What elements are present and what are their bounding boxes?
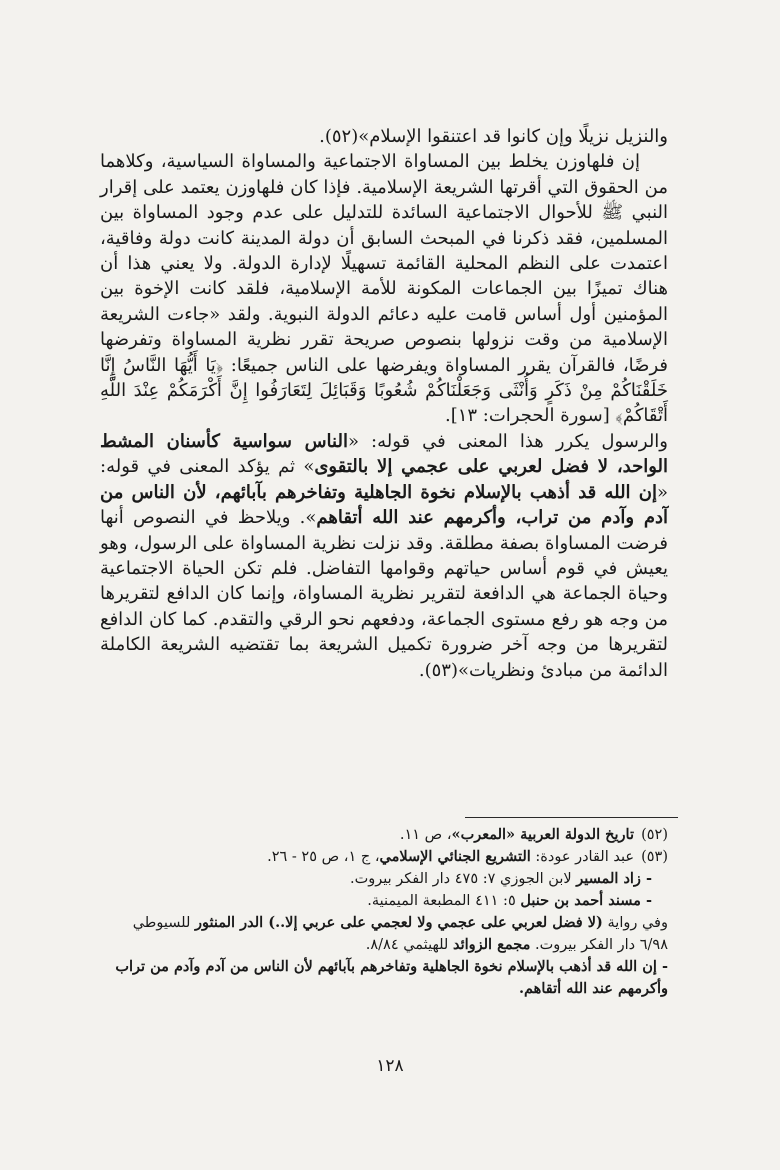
footnote-zad-rest: لابن الجوزي ٧: ٤٧٥ دار الفكر بيروت. bbox=[349, 871, 577, 887]
paragraph-3-rest: ». ويلاحظ في النصوص أنها فرضت المساواة بصفة مطلقة. وقد نزلت نظرية المساواة على الرسول، وهو يعيش في قوم أساس حياتهم وقوامها التفاضل. فلم تكن الحياة الاجتماعية وحياة الجماعة هي الدافعة لتقرير نظرية المساواة، وإنما كان الدافع لتقريرها من وجه هو رفع مستوى الجماعة، ودفعهم نحو الرقي والتقدم. كما كان الدافع لتقريرها من وجه آخر ضرورة تكميل الشريعة بما تقتضيه الشريعة الكاملة الدائمة من مبادئ ونظريات» bbox=[100, 507, 668, 681]
footnote-riwaya-quote: (لا فضل لعربي على عجمي ولا لعجمي على عربي إلا..) الدر المنثور bbox=[194, 914, 603, 931]
footnote-musnad-title: - مسند أحمد بن حنبل bbox=[520, 892, 652, 909]
footnote-riwaya-end: للهيثمي ٨/٨٤. bbox=[365, 937, 453, 953]
footnote-musnad bbox=[100, 890, 668, 912]
footnote-riwaya bbox=[100, 912, 668, 956]
footnote-53-title: التشريع الجنائي الإسلامي bbox=[379, 848, 531, 865]
footnote-riwaya-mid: للسيوطي ٦/٩٨ دار الفكر بيروت. bbox=[132, 915, 668, 953]
footnote-last: - إن الله قد أذهب بالإسلام نخوة الجاهلية وتفاخرهم بآبائهم لأن الناس من آدم وآدم من تراب وأكرمهم عند الله أتقاهم. bbox=[115, 958, 668, 997]
footnote-52-rest: ، ص ١١. bbox=[399, 827, 452, 843]
footnote-ref-53: (٥٣). bbox=[418, 659, 458, 681]
footnote-53-number: (٥٣) bbox=[641, 849, 668, 865]
main-text bbox=[100, 124, 668, 683]
hadith-quote-2: إن الله قد أذهب بالإسلام نخوة الجاهلية وتفاخرهم بآبائهم، لأن الناس من آدم وآدم من تراب، وأكرمهم عند الله أتقاهم bbox=[100, 481, 669, 529]
footnote-53-rest: ، ج ١، ص ٢٥ - ٢٦. bbox=[267, 849, 380, 865]
footnote-riwaya-source: مجمع الزوائد bbox=[452, 936, 531, 953]
paragraph-2: إن فلهاوزن يخلط بين المساواة الاجتماعية والمساواة السياسية، وكلاهما من الحقوق التي أقرتها الشريعة الإسلامية. فإذا كان فلهاوزن يعتمد على إقرار النبي ﷺ للأحوال الاجتماعية السائدة للتدليل على عدم وجود المساواة بين المسلمين، فقد ذكرنا في المبحث السابق أن دولة المدينة كانت دولة وفاقية، اعتمدت على النظم المحلية القائمة تسهيلًا لإدارة الدولة. ولا يعني هذا أن هناك تميزًا بين الجماعات المكونة للأمة الإسلامية، فلقد كانت الإخوة بين المؤمنين أول أساس قامت عليه دعائم الدولة النبوية. ولقد «جاءت الشريعة الإسلامية من وقت نزولها بنصوص صريحة تقرر نظرية المساواة وتفرضها فرضًا، فالقرآن يقرر المساواة ويفرضها على الناس جميعًا: ﴿يَا أَيُّهَا النَّاسُ إِنَّا خَلَقْنَاكُمْ مِنْ ذَكَرٍ وَأُنْثَى وَجَعَلْنَاكُمْ شُعُوبًا وَقَبَائِلَ لِتَعَارَفُوا إِنَّ أَكْرَمَكُمْ عِنْدَ اللَّهِ أَتْقَاكُمْ﴾ [سورة الحجرات: ١٣]. bbox=[100, 151, 668, 427]
footnote-zad bbox=[100, 868, 668, 890]
footnote-divider bbox=[465, 817, 678, 818]
footnote-zad-title: - زاد المسير bbox=[576, 870, 652, 887]
footnote-riwaya-intro: وفي رواية bbox=[602, 915, 668, 931]
footnote-53 bbox=[100, 846, 668, 868]
footnote-52 bbox=[100, 824, 668, 846]
paragraph-3-mid: » ثم يؤكد المعنى في قوله: « bbox=[100, 456, 668, 503]
footnote-musnad-rest: ٥: ٤١١ المطبعة الميمنية. bbox=[367, 893, 521, 909]
hadith-quote-1: الناس سواسية كأسنان المشط الواحد، لا فضل لعربي على عجمي إلا بالتقوى bbox=[100, 430, 668, 478]
paragraph-1: والنزيل نزيلًا وإن كانوا قد اعتنقوا الإسلام»(٥٢). bbox=[319, 126, 668, 147]
paragraph-3-intro: والرسول يكرر هذا المعنى في قوله: « bbox=[347, 430, 668, 452]
paragraph-3 bbox=[100, 429, 668, 683]
footnote-53-author: عبد القادر عودة: bbox=[530, 849, 634, 865]
footnote-52-number: (٥٢) bbox=[641, 827, 668, 843]
footnotes bbox=[100, 824, 668, 1000]
footnote-52-title: تاريخ الدولة العربية «المعرب» bbox=[451, 826, 634, 843]
page-number: ١٢٨ bbox=[376, 1056, 404, 1076]
